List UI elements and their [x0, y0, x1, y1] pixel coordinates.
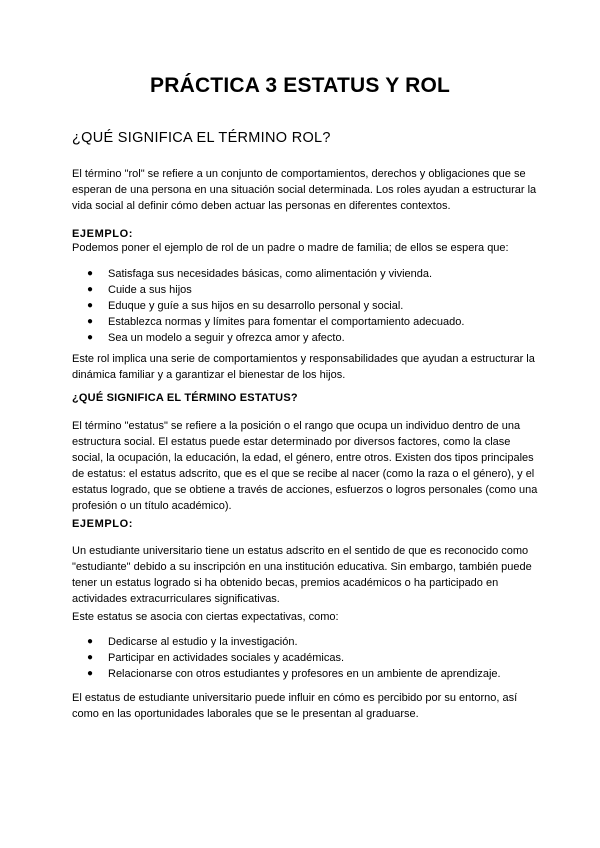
bullet-icon: ● [87, 652, 94, 663]
list-item [72, 266, 542, 282]
list-item-text: Participar en actividades sociales y académicas. [108, 652, 345, 664]
bullet-icon: ● [87, 284, 94, 295]
bullet-icon: ● [87, 636, 94, 647]
list-item-text: Cuide a sus hijos [108, 284, 192, 296]
estatus-example-text: Un estudiante universitario tiene un estatus adscrito en el sentido de que es reconocido como "estudiante" debido a su inscripción en una institución educativa. Sin embargo, también puede tener un estatus logrado si ha obtenido becas, premios académicos o ha participado en actividades extracurriculares significativas. [72, 545, 532, 605]
list-item-text: Sea un modelo a seguir y ofrezca amor y afecto. [108, 332, 345, 344]
estatus-heading: ¿QUÉ SIGNIFICA EL TÉRMINO ESTATUS? [72, 392, 298, 404]
list-item-text: Establezca normas y límites para fomentar el comportamiento adecuado. [108, 316, 465, 328]
rol-example-text: Podemos poner el ejemplo de rol de un padre o madre de familia; de ellos se espera que: [72, 242, 509, 254]
list-item [72, 298, 542, 314]
estatus-closing-paragraph: El estatus de estudiante universitario puede influir en cómo es percibido por su entorno, así como en las oportunidades laborales que se le presentan al graduarse. [72, 692, 518, 720]
list-item-text: Dedicarse al estudio y la investigación. [108, 636, 298, 648]
rol-example-label: EJEMPLO: [72, 228, 134, 240]
bullet-icon: ● [87, 300, 94, 311]
list-item [72, 634, 542, 650]
rol-intro-paragraph: El término "rol" se refiere a un conjunto de comportamientos, derechos y obligaciones que se esperan de una persona en una situación social determinada. Los roles ayudan a estructurar la vida social al definir cómo deben actuar las personas en diferentes contextos. [72, 168, 537, 212]
list-item-text: Eduque y guíe a sus hijos en su desarrollo personal y social. [108, 300, 404, 312]
rol-closing-paragraph: Este rol implica una serie de comportamientos y responsabilidades que ayudan a estructurar la dinámica familiar y a garantizar el bienestar de los hijos. [72, 353, 535, 381]
list-item [72, 330, 542, 346]
rol-bullet-list [72, 266, 542, 346]
estatus-bullet-list [72, 634, 542, 682]
estatus-example-label: EJEMPLO: [72, 518, 134, 530]
list-item-text: Relacionarse con otros estudiantes y profesores en un ambiente de aprendizaje. [108, 668, 501, 680]
list-item [72, 314, 542, 330]
bullet-icon: ● [87, 268, 94, 279]
list-item [72, 282, 542, 298]
estatus-intro-paragraph: El término "estatus" se refiere a la posición o el rango que ocupa un individuo dentro de una estructura social. El estatus puede estar determinado por diversos factores, como la clase social, la ocupación, la educación, la edad, el género, entre otros. Existen dos tipos principales de estatus: el estatus adscrito, que es el que se recibe al nacer (como la raza o el género), y el estatus logrado, que se obtiene a través de acciones, esfuerzos o logros personales (como una profesión o un título académico). [72, 420, 538, 512]
bullet-icon: ● [87, 668, 94, 679]
list-item-text: Satisfaga sus necesidades básicas, como alimentación y vivienda. [108, 268, 433, 280]
bullet-icon: ● [87, 316, 94, 327]
rol-heading: ¿QUÉ SIGNIFICA EL TÉRMINO ROL? [72, 130, 331, 146]
list-item [72, 650, 542, 666]
bullet-icon: ● [87, 332, 94, 343]
estatus-expectations-intro: Este estatus se asocia con ciertas expectativas, como: [72, 611, 339, 623]
page-title: PRÁCTICA 3 ESTATUS Y ROL [150, 74, 450, 97]
list-item [72, 666, 542, 682]
